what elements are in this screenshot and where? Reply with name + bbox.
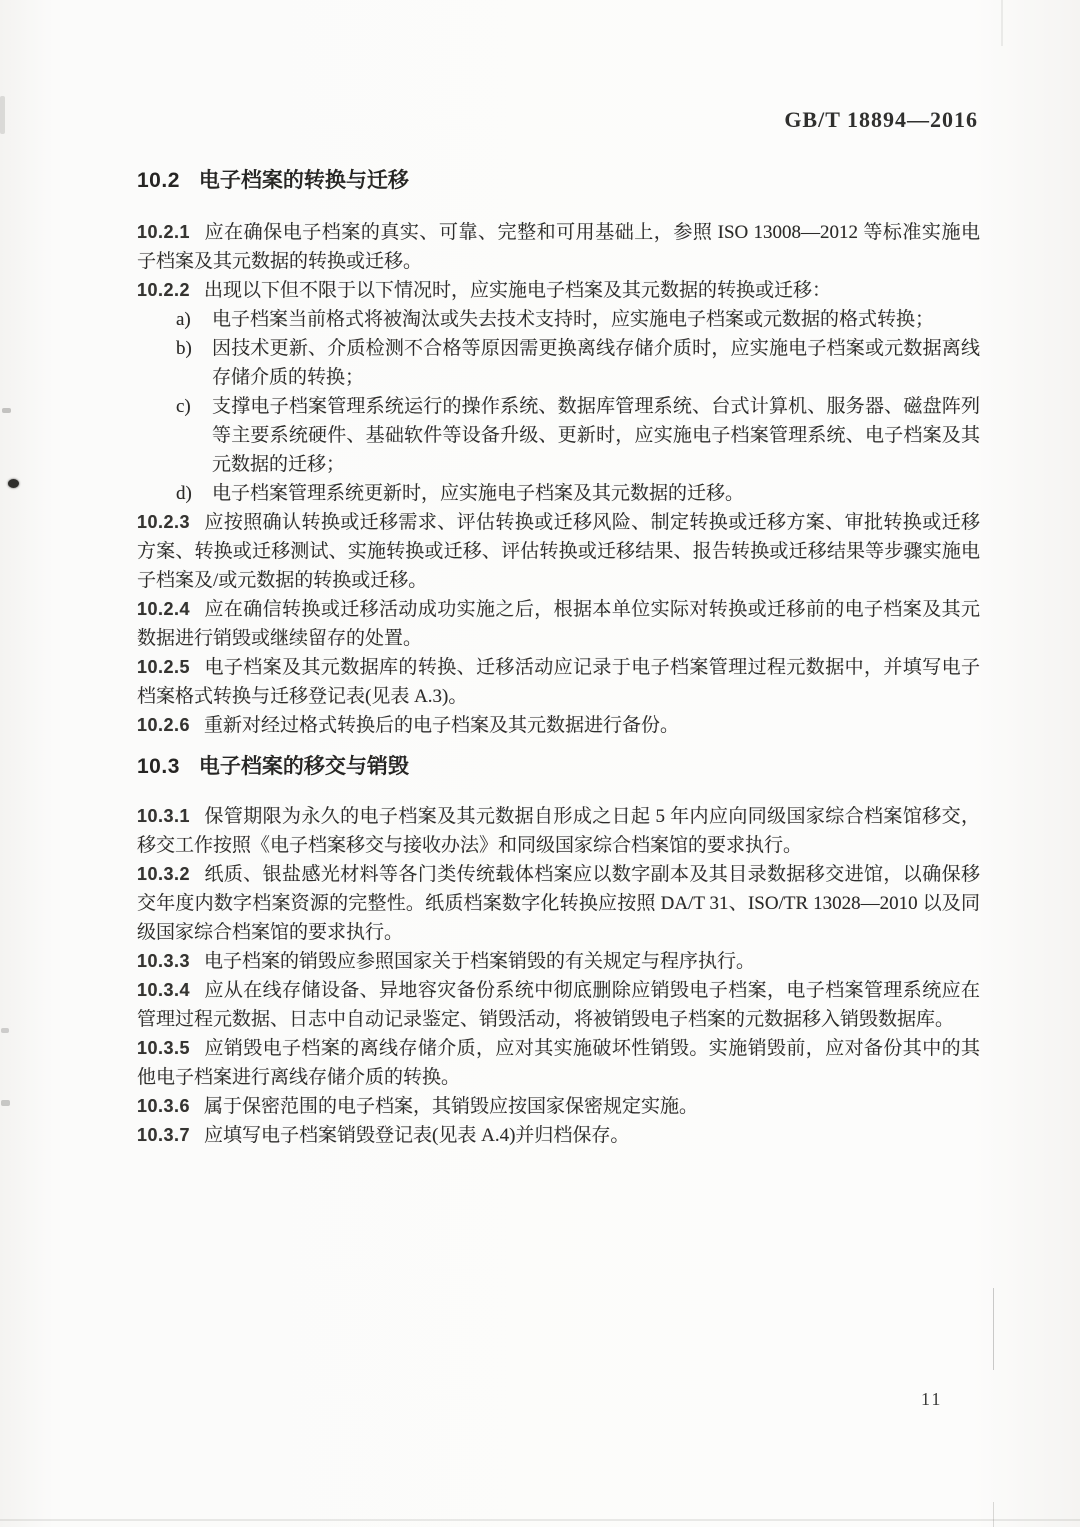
clause-text: 出现以下但不限于以下情况时，应实施电子档案及其元数据的转换或迁移： xyxy=(204,280,832,301)
clause-10-2-5 xyxy=(137,653,980,711)
clause-number: 10.2.5 xyxy=(137,657,191,677)
clause-number: 10.3.7 xyxy=(137,1125,191,1145)
clause-10-3-4 xyxy=(137,976,980,1034)
clause-number: 10.3.1 xyxy=(137,806,191,826)
page-content xyxy=(137,168,980,1150)
section-number: 10.2 xyxy=(137,169,180,192)
clause-text: 重新对经过格式转换后的电子档案及其元数据进行备份。 xyxy=(204,715,680,736)
clause-number: 10.3.2 xyxy=(137,864,191,884)
list-item-text: 因技术更新、介质检测不合格等原因需更换离线存储介质时，应实施电子档案或元数据离线存储介质的转换； xyxy=(212,338,980,388)
clause-number: 10.3.3 xyxy=(137,951,191,971)
list-item-b xyxy=(137,334,980,392)
clause-number: 10.2.6 xyxy=(137,715,191,735)
scan-smudge xyxy=(0,96,5,134)
clause-text: 电子档案及其元数据库的转换、迁移活动应记录于电子档案管理过程元数据中，并填写电子档案格式转换与迁移登记表(见表 A.3)。 xyxy=(137,657,980,707)
clause-number: 10.3.5 xyxy=(137,1038,191,1058)
clause-text: 属于保密范围的电子档案，其销毁应按国家保密规定实施。 xyxy=(204,1096,699,1117)
clause-10-3-2 xyxy=(137,860,980,947)
section-title: 电子档案的转换与迁移 xyxy=(198,169,409,192)
section-heading-10-2 xyxy=(137,168,980,194)
scan-edge-line xyxy=(993,1502,994,1527)
section-title: 电子档案的移交与销毁 xyxy=(198,755,409,778)
list-marker: c) xyxy=(176,396,191,417)
clause-number: 10.3.6 xyxy=(137,1096,191,1116)
clause-10-3-6 xyxy=(137,1092,980,1121)
clause-number: 10.2.3 xyxy=(137,512,191,532)
list-marker: d) xyxy=(176,483,192,504)
list-item-c xyxy=(137,392,980,479)
clause-text: 应按照确认转换或迁移需求、评估转换或迁移风险、制定转换或迁移方案、审批转换或迁移方案、转换或迁移测试、实施转换或迁移、评估转换或迁移结果、报告转换或迁移结果等步骤实施电子档案及/或元数据的转换或迁移。 xyxy=(137,512,980,591)
scan-mark xyxy=(8,479,19,488)
scan-edge-line xyxy=(0,1519,1080,1521)
clause-number: 10.3.4 xyxy=(137,980,191,1000)
clause-text: 应销毁电子档案的离线存储介质，应对其实施破坏性销毁。实施销毁前，应对备份其中的其他电子档案进行离线存储介质的转换。 xyxy=(137,1038,980,1088)
clause-text: 应在确保电子档案的真实、可靠、完整和可用基础上，参照 ISO 13008—2012 等标准实施电子档案及其元数据的转换或迁移。 xyxy=(137,222,980,272)
clause-10-3-3 xyxy=(137,947,980,976)
clause-text: 保管期限为永久的电子档案及其元数据自形成之日起 5 年内应向同级国家综合档案馆移交，移交工作按照《电子档案移交与接收办法》和同级国家综合档案馆的要求执行。 xyxy=(137,806,980,856)
clause-number: 10.2.2 xyxy=(137,280,191,300)
clause-10-3-1 xyxy=(137,802,980,860)
list-item-a xyxy=(137,305,980,334)
clause-text: 应填写电子档案销毁登记表(见表 A.4)并归档保存。 xyxy=(204,1125,630,1146)
clause-10-2-1 xyxy=(137,218,980,276)
clause-10-2-2 xyxy=(137,276,980,305)
list-marker: b) xyxy=(176,338,192,359)
list-marker: a) xyxy=(176,309,191,330)
scan-mark xyxy=(2,408,11,413)
clause-10-2-3 xyxy=(137,508,980,595)
clause-number: 10.2.4 xyxy=(137,599,191,619)
clause-text: 应在确信转换或迁移活动成功实施之后，根据本单位实际对转换或迁移前的电子档案及其元数据进行销毁或继续留存的处置。 xyxy=(137,599,980,649)
clause-number: 10.2.1 xyxy=(137,222,191,242)
clause-10-2-6 xyxy=(137,711,980,740)
scan-edge-line xyxy=(993,1288,994,1370)
clause-text: 应从在线存储设备、异地容灾备份系统中彻底删除应销毁电子档案，电子档案管理系统应在管理过程元数据、日志中自动记录鉴定、销毁活动，将被销毁电子档案的元数据移入销毁数据库。 xyxy=(137,980,980,1030)
clause-text: 电子档案的销毁应参照国家关于档案销毁的有关规定与程序执行。 xyxy=(204,951,756,972)
clause-10-3-5 xyxy=(137,1034,980,1092)
page-number: 11 xyxy=(921,1389,943,1409)
section-number: 10.3 xyxy=(137,755,180,778)
list-item-d xyxy=(137,479,980,508)
scan-mark xyxy=(1,1028,9,1033)
section-heading-10-3 xyxy=(137,754,980,780)
clause-10-2-4 xyxy=(137,595,980,653)
clause-10-3-7 xyxy=(137,1121,980,1150)
scan-mark xyxy=(1,1100,10,1106)
scan-edge-line xyxy=(1001,0,1003,46)
standard-number-header: GB/T 18894—2016 xyxy=(784,107,978,132)
clause-text: 纸质、银盐感光材料等各门类传统载体档案应以数字副本及其目录数据移交进馆，以确保移交年度内数字档案资源的完整性。纸质档案数字化转换应按照 DA/T 31、ISO/TR 13028—2010 以及同级国家综合档案馆的要求执行。 xyxy=(137,864,980,943)
list-item-text: 电子档案当前格式将被淘汰或失去技术支持时，应实施电子档案或元数据的格式转换； xyxy=(212,309,935,330)
list-item-text: 支撑电子档案管理系统运行的操作系统、数据库管理系统、台式计算机、服务器、磁盘阵列等主要系统硬件、基础软件等设备升级、更新时，应实施电子档案管理系统、电子档案及其元数据的迁移； xyxy=(212,396,980,475)
list-item-text: 电子档案管理系统更新时，应实施电子档案及其元数据的迁移。 xyxy=(212,483,745,504)
